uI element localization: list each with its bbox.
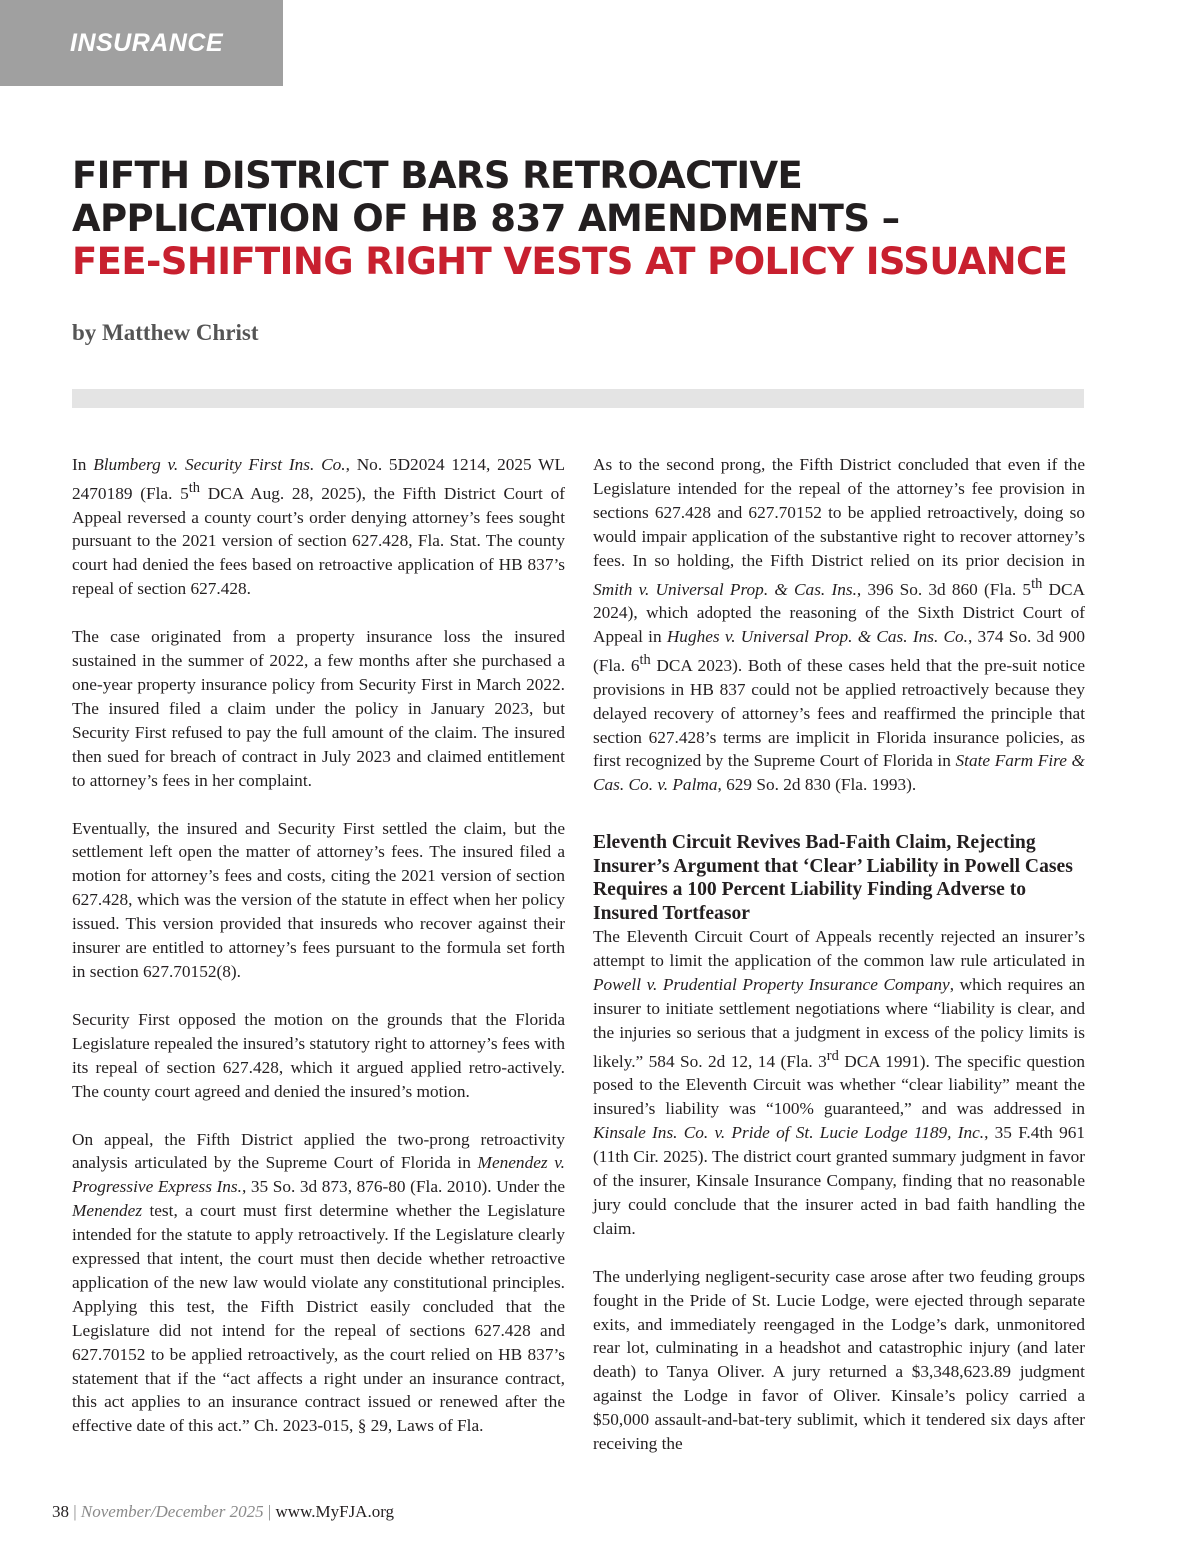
- section-label: INSURANCE: [70, 29, 224, 57]
- headline-line-3: FEE-SHIFTING RIGHT VESTS AT POLICY ISSUANCE: [72, 240, 1068, 283]
- issue-date: November/December 2025: [80, 1502, 264, 1521]
- byline: by Matthew Christ: [72, 320, 259, 345]
- footer-separator: |: [267, 1502, 272, 1521]
- page-number: 38: [52, 1502, 69, 1521]
- headline-line-2: APPLICATION OF HB 837 AMENDMENTS –: [72, 197, 900, 240]
- left-column: [72, 453, 565, 1438]
- paragraph: Eventually, the insured and Security First settled the claim, but the settlement left open the matter of attorney’s fees. The insured filed a motion for attorney’s fees and costs, citing the 2021 version of section 627.428, which was the version of the statute in effect when her policy issued. This version provided that insureds who recover against their insurer are entitled to attorney’s fees pursuant to the formula set forth in section 627.70152(8).: [72, 818, 565, 981]
- right-column: [593, 453, 1085, 1456]
- footer-separator: |: [73, 1502, 77, 1521]
- paragraph: On appeal, the Fifth District applied the two-prong retroactivity analysis articulated by the Supreme Court of Florida in Menendez v. Progressive Express Ins., 35 So. 3d 873, 876-80 (Fla. 2010). Under the Menendez test, a court must first determine whether the Legislature intended for the statute to apply retroactively. If the Legislature clearly expressed that intent, the court must then decide whether retroactive application of the new law would violate any constitutional principles. Applying this test, the Fifth District easily concluded that the Legislature did not intend for the repeal of sections 627.428 and 627.70152 to be applied retroactively, as the court relied on HB 837’s statement that if the “act affects a right under an insurance contract, this act applies to an insurance contract issued or renewed after the effective date of this act.” Ch. 2023-015, § 29, Laws of Fla.: [72, 1129, 566, 1436]
- section-subheading: Eleventh Circuit Revives Bad-Faith Claim, Rejecting Insurer’s Argument that ‘Clear’ Liability in Powell Cases Requires a 100 Percent Liability Finding Adverse to Insured Tortfeasor: [593, 832, 1073, 924]
- paragraph: In Blumberg v. Security First Ins. Co., No. 5D2024 1214, 2025 WL 2470189 (Fla. 5th DCA Aug. 28, 2025), the Fifth District Court of Appeal reversed a county court’s order denying attorney’s fees sought pursuant to the 2021 version of section 627.428, Fla. Stat. The county court had denied the fees based on retroactive application of HB 837’s repeal of section 627.428.: [72, 455, 566, 599]
- divider-bar: [72, 389, 1084, 408]
- page-footer: [52, 1502, 394, 1522]
- paragraph: The underlying negligent-security case arose after two feuding groups fought in the Pride of St. Lucie Lodge, were ejected through separate exits, and immediately reengaged in the Lodge’s dark, unmonitored rear lot, culminating in a headshot and catastrophic injury (and later death) to Tanya Oliver. A jury returned a $3,348,623.89 judgment against the Lodge in favor of Oliver. Kinsale’s policy carried a $50,000 assault-and-bat-tery sublimit, which it tendered six days after receiving the: [593, 1266, 1085, 1454]
- paragraph: Security First opposed the motion on the grounds that the Florida Legislature repealed the insured’s statutory right to attorney’s fees with its repeal of section 627.428, which it argued applied retro-actively. The county court agreed and denied the insured’s motion.: [72, 1009, 565, 1101]
- article-headline: [72, 154, 1132, 283]
- paragraph: The Eleventh Circuit Court of Appeals recently rejected an insurer’s attempt to limit the application of the common law rule articulated in Powell v. Prudential Property Insurance Company, which requires an insurer to initiate settlement negotiations where “liability is clear, and the injuries so serious that a judgment in excess of the policy limits is likely.” 584 So. 2d 12, 14 (Fla. 3rd DCA 1991). The specific question posed to the Eleventh Circuit was whether “clear liability” meant the insured’s liability was “100% guaranteed,” and was addressed in Kinsale Ins. Co. v. Pride of St. Lucie Lodge 1189, Inc., 35 F.4th 961 (11th Cir. 2025). The district court granted summary judgment in favor of the insurer, Kinsale Insurance Company, finding that no reasonable jury could conclude that the insurer acted in bad faith handling the claim.: [593, 927, 1086, 1238]
- headline-line-1: FIFTH DISTRICT BARS RETROACTIVE: [72, 154, 803, 197]
- paragraph: As to the second prong, the Fifth District concluded that even if the Legislature intended for the repeal of the attorney’s fee provision in sections 627.428 and 627.70152 to be applied retroactively, doing so would impair application of the substantive right to recover attorney’s fees. In so holding, the Fifth District relied on its prior decision in Smith v. Universal Prop. & Cas. Ins., 396 So. 3d 860 (Fla. 5th DCA 2024), which adopted the reasoning of the Sixth District Court of Appeal in Hughes v. Universal Prop. & Cas. Ins. Co., 374 So. 3d 900 (Fla. 6th DCA 2023). Both of these cases held that the pre-suit notice provisions in HB 837 could not be applied retroactively because they delayed recovery of attorney’s fees and reaffirmed the principle that section 627.428’s terms are implicit in Florida insurance policies, as first recognized by the Supreme Court of Florida in State Farm Fire & Cas. Co. v. Palma, 629 So. 2d 830 (Fla. 1993).: [593, 455, 1085, 795]
- website-link[interactable]: www.MyFJA.org: [275, 1502, 395, 1521]
- paragraph: The case originated from a property insurance loss the insured sustained in the summer of 2022, a few months after she purchased a one-year property insurance policy from Security First in March 2022. The insured filed a claim under the policy in January 2023, but Security First refused to pay the full amount of the claim. The insured then sued for breach of contract in July 2023 and claimed entitlement to attorney’s fees in her complaint.: [72, 627, 565, 790]
- section-tab: [0, 0, 283, 86]
